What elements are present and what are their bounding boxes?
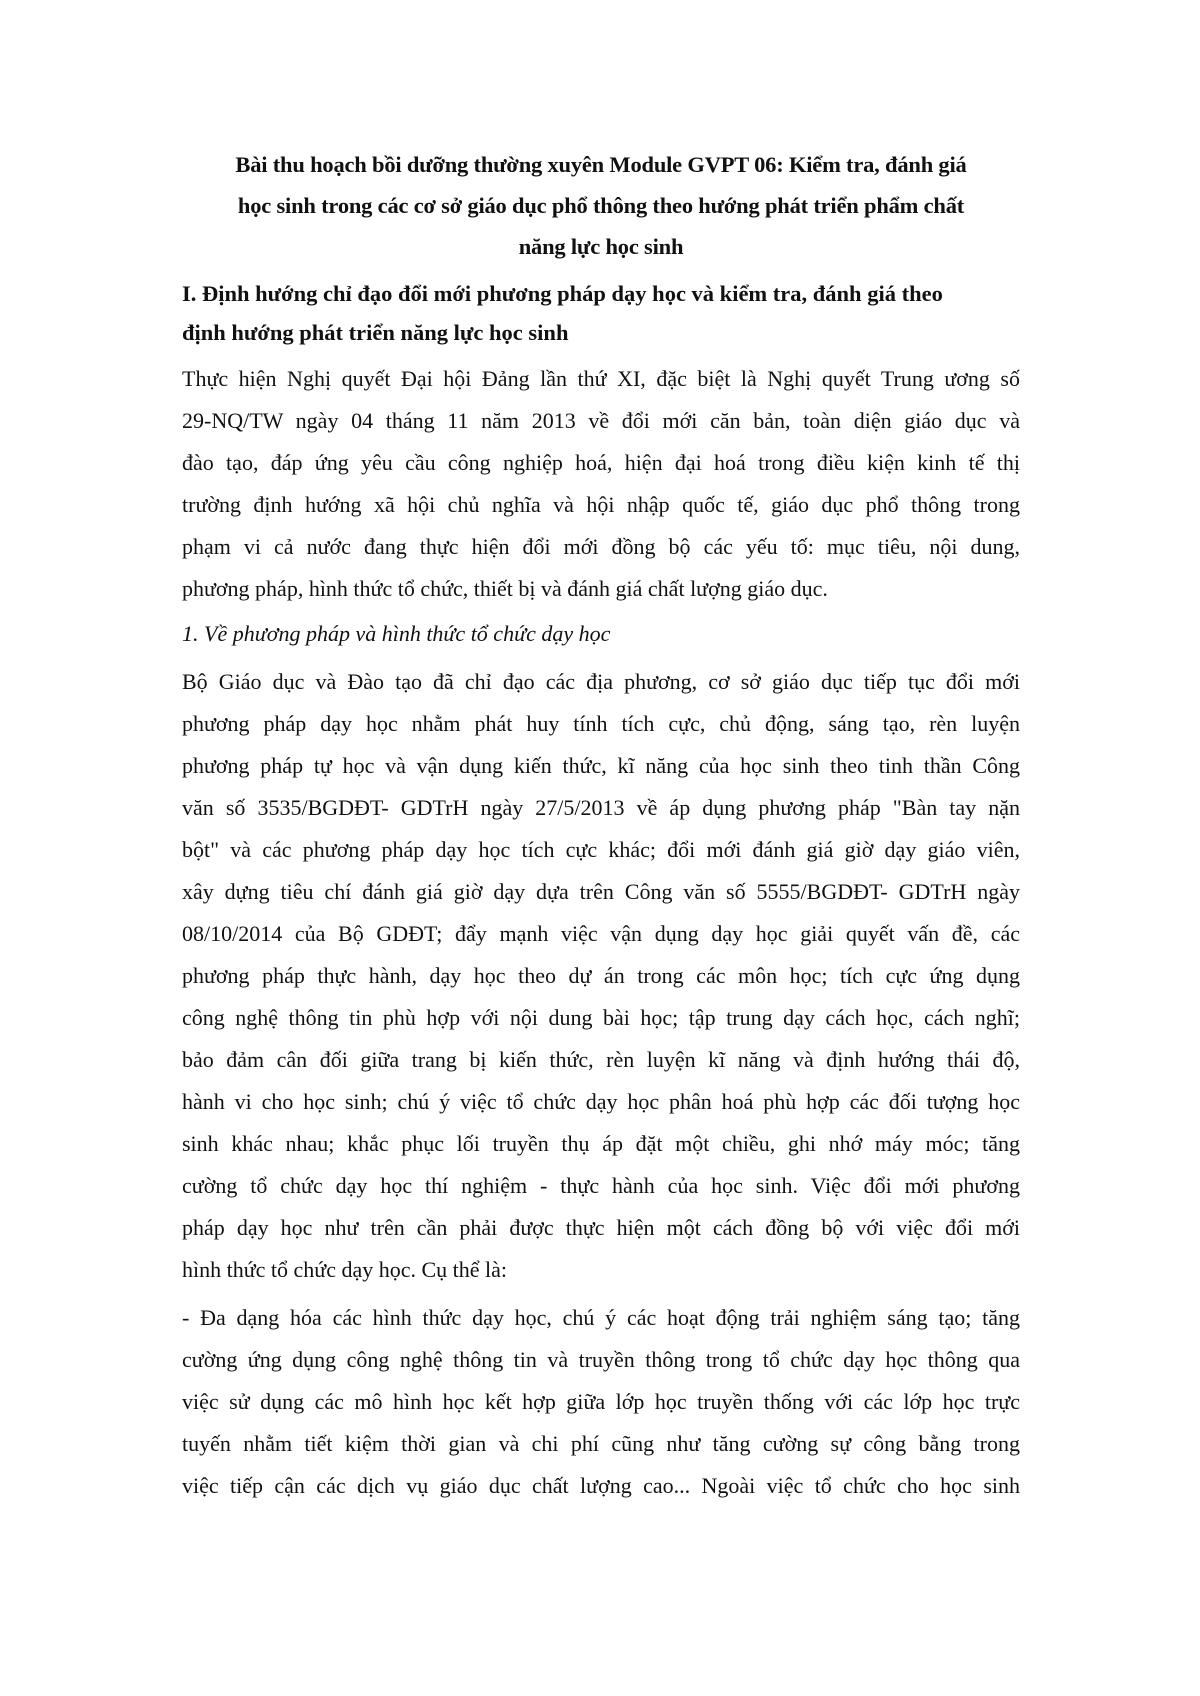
text-line: phạm vi cả nước đang thực hiện đổi mới đồng bộ các yếu tố: mục tiêu, nội dung, — [182, 534, 1020, 559]
text-line: việc sử dụng các mô hình học kết hợp giữa lớp học truyền thống với các lớp học trực — [182, 1389, 1020, 1414]
text-line: - Đa dạng hóa các hình thức dạy học, chú ý các hoạt động trải nghiệm sáng tạo; tăng — [182, 1305, 1020, 1330]
document-title — [182, 144, 1020, 267]
text-line: bột" và các phương pháp dạy học tích cực khác; đổi mới đánh giá giờ dạy giáo viên, — [182, 837, 1020, 862]
text-line: phương pháp dạy học nhằm phát huy tính tích cực, chủ động, sáng tạo, rèn luyện — [182, 711, 1020, 736]
subheading-method: 1. Về phương pháp và hình thức tổ chức dạy học — [182, 621, 611, 646]
text-line: xây dựng tiêu chí đánh giá giờ dạy dựa trên Công văn số 5555/BGDĐT- GDTrH ngày — [182, 879, 1020, 904]
paragraph-method — [182, 661, 1020, 1291]
text-line: pháp dạy học như trên cần phải được thực hiện một cách đồng bộ với việc đổi mới — [182, 1215, 1020, 1240]
paragraph-intro — [182, 358, 1020, 610]
text-line: đào tạo, đáp ứng yêu cầu công nghiệp hoá, hiện đại hoá trong điều kiện kinh tế thị — [182, 450, 1020, 475]
text-line: công nghệ thông tin phù hợp với nội dung bài học; tập trung dạy cách học, cách nghĩ; — [182, 1005, 1020, 1030]
section-heading — [182, 274, 1020, 352]
text-line: 29-NQ/TW ngày 04 tháng 11 năm 2013 về đổi mới căn bản, toàn diện giáo dục và — [182, 408, 1020, 433]
heading-line: định hướng phát triển năng lực học sinh — [182, 320, 569, 345]
text-line: 08/10/2014 của Bộ GDĐT; đẩy mạnh việc vận dụng dạy học giải quyết vấn đề, các — [182, 921, 1020, 946]
text-line: bảo đảm cân đối giữa trang bị kiến thức, rèn luyện kĩ năng và định hướng thái độ, — [182, 1047, 1020, 1072]
title-line: học sinh trong các cơ sở giáo dục phổ thông theo hướng phát triển phẩm chất — [237, 193, 965, 218]
title-line: năng lực học sinh — [518, 234, 684, 259]
text-line: phương pháp, hình thức tổ chức, thiết bị và đánh giá chất lượng giáo dục. — [182, 576, 828, 601]
title-line: Bài thu hoạch bồi dưỡng thường xuyên Module GVPT 06: Kiểm tra, đánh giá — [235, 152, 967, 177]
text-line: hành vi cho học sinh; chú ý việc tổ chức dạy học phân hoá phù hợp các đối tượng học — [182, 1089, 1020, 1114]
text-line: Thực hiện Nghị quyết Đại hội Đảng lần thứ XI, đặc biệt là Nghị quyết Trung ương số — [182, 366, 1020, 391]
text-line: phương pháp thực hành, dạy học theo dự án trong các môn học; tích cực ứng dụng — [182, 963, 1020, 988]
text-line: hình thức tổ chức dạy học. Cụ thể là: — [182, 1257, 508, 1282]
document-body — [182, 144, 1020, 1507]
text-line: tuyến nhằm tiết kiệm thời gian và chi phí cũng như tăng cường sự công bằng trong — [182, 1431, 1020, 1456]
text-line: trường định hướng xã hội chủ nghĩa và hội nhập quốc tế, giáo dục phổ thông trong — [182, 492, 1020, 517]
text-line: phương pháp tự học và vận dụng kiến thức, kĩ năng của học sinh theo tinh thần Công — [182, 753, 1020, 778]
text-line: cường ứng dụng công nghệ thông tin và truyền thông trong tổ chức dạy học thông qua — [182, 1347, 1020, 1372]
text-line: văn số 3535/BGDĐT- GDTrH ngày 27/5/2013 về áp dụng phương pháp "Bàn tay nặn — [182, 795, 1020, 820]
text-line: việc tiếp cận các dịch vụ giáo dục chất lượng cao... Ngoài việc tổ chức cho học sinh — [182, 1473, 1020, 1498]
text-line: sinh khác nhau; khắc phục lối truyền thụ áp đặt một chiều, ghi nhớ máy móc; tăng — [182, 1131, 1020, 1156]
text-line: cường tổ chức dạy học thí nghiệm - thực hành của học sinh. Việc đổi mới phương — [182, 1173, 1020, 1198]
paragraph-list-item — [182, 1297, 1020, 1507]
heading-line: I. Định hướng chỉ đạo đổi mới phương pháp dạy học và kiểm tra, đánh giá theo — [182, 281, 943, 306]
text-line: Bộ Giáo dục và Đào tạo đã chỉ đạo các địa phương, cơ sở giáo dục tiếp tục đổi mới — [182, 669, 1020, 694]
